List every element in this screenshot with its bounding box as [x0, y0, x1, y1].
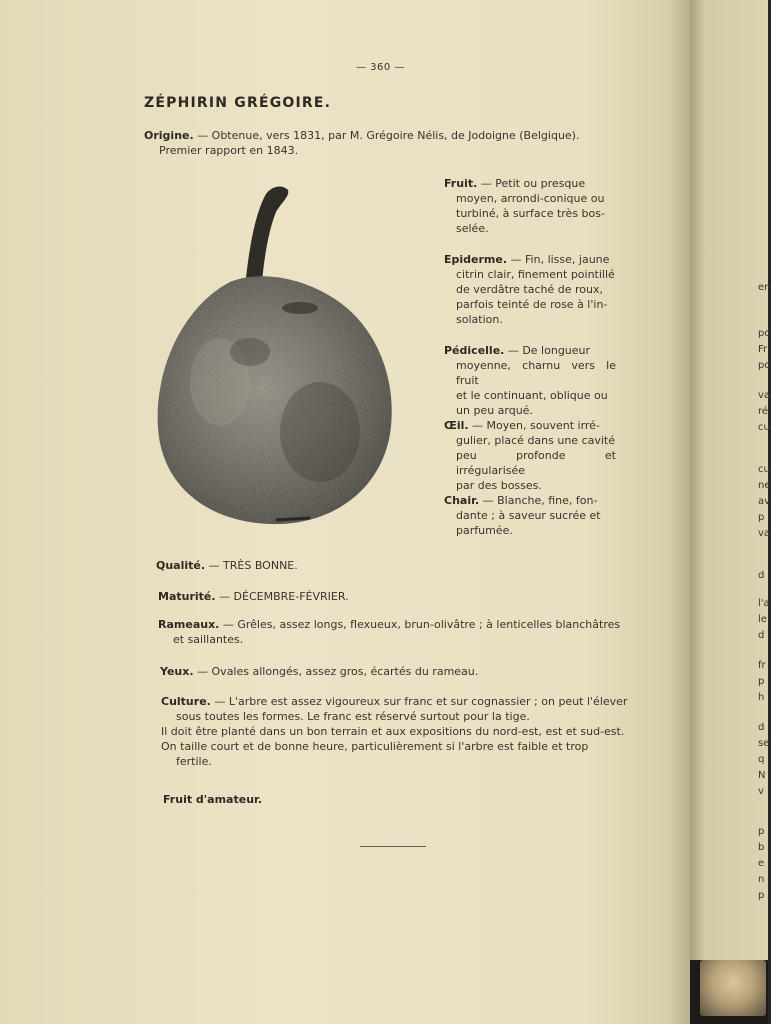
next-page-fragment: se	[758, 738, 770, 749]
next-page-fragment: p	[758, 826, 765, 837]
culture-label: Culture.	[161, 695, 211, 708]
corner-thumbnail	[700, 960, 766, 1016]
next-page-fragment: e	[758, 858, 765, 869]
next-page-fragment: n	[758, 874, 765, 885]
culture-line5: fertile.	[176, 755, 212, 768]
next-page-fragment: po	[758, 360, 771, 371]
oeil-line: peu profonde et irrégularisée	[456, 449, 616, 477]
pedicelle-line: — De longueur	[504, 344, 591, 357]
oeil-line: — Moyen, souvent irré-	[468, 419, 600, 432]
next-page-fragment: ne	[758, 480, 771, 491]
chair-description	[444, 493, 616, 538]
next-page-fragment: av	[758, 496, 771, 507]
next-page-fragment: p	[758, 676, 765, 687]
chair-line: — Blanche, fine, fon-	[479, 494, 598, 507]
next-page-edge	[690, 0, 771, 960]
next-page-fragment: cu	[758, 464, 770, 475]
next-page-fragment: N	[758, 770, 766, 781]
epiderme-line: solation.	[456, 313, 503, 326]
yeux-label: Yeux.	[160, 665, 194, 678]
pedicelle-line: et le continuant, oblique ou	[456, 389, 608, 402]
pedicelle-line: moyenne, charnu vers le fruit	[456, 359, 616, 387]
origine-line1: — Obtenue, vers 1831, par M. Grégoire Nélis, de Jodoigne (Belgique).	[193, 129, 580, 142]
epiderme-description	[444, 252, 616, 327]
next-page-fragment: Fr	[758, 344, 768, 355]
page-number: — 360 —	[356, 62, 405, 73]
qualite-label: Qualité.	[156, 559, 206, 572]
next-page-fragment: en	[758, 282, 771, 293]
rameaux-line1: — Grêles, assez longs, flexueux, brun-olivâtre ; à lenticelles blanchâtres	[219, 618, 621, 631]
fruit-amateur-note	[163, 792, 262, 807]
fruit-line: moyen, arrondi-conique ou	[456, 192, 605, 205]
chair-line: dante ; à saveur sucrée et	[456, 509, 601, 522]
fruit-line: — Petit ou presque	[477, 177, 586, 190]
maturite-label: Maturité.	[158, 590, 216, 603]
epiderme-line: parfois teinté de rose à l'in-	[456, 298, 608, 311]
closing-rule	[360, 846, 426, 847]
page-title: ZÉPHIRIN GRÉGOIRE.	[144, 95, 332, 111]
rameaux-label: Rameaux.	[158, 618, 220, 631]
next-page-fragment: fr	[758, 660, 766, 671]
fruit-label: Fruit.	[444, 177, 478, 190]
epiderme-line: — Fin, lisse, jaune	[507, 253, 610, 266]
fruit-description	[444, 176, 616, 236]
next-page-fragment: h	[758, 692, 765, 703]
oeil-line: par des bosses.	[456, 479, 542, 492]
next-page-fragment: cu	[758, 422, 770, 433]
next-page-fragment: v	[758, 786, 764, 797]
next-page-fragment: va	[758, 390, 771, 401]
next-page-fragment: d	[758, 722, 765, 733]
next-page-fragment: le	[758, 614, 767, 625]
next-page-fragment: b	[758, 842, 765, 853]
epiderme-label: Epiderme.	[444, 253, 508, 266]
oeil-description	[444, 418, 616, 493]
origine-label: Origine.	[144, 129, 194, 142]
qualite-text: — TRÈS BONNE.	[205, 559, 298, 572]
next-page-fragment: p	[758, 890, 765, 901]
culture-paragraph	[161, 694, 631, 769]
pedicelle-description	[444, 343, 616, 418]
epiderme-line: citrin clair, finement pointillé	[456, 268, 615, 281]
yeux-text: — Ovales allongés, assez gros, écartés du rameau.	[193, 665, 479, 678]
qualite-paragraph	[156, 558, 298, 573]
oeil-label: Œil.	[444, 419, 469, 432]
next-page-fragment: q	[758, 754, 765, 765]
pedicelle-line: un peu arqué.	[456, 404, 533, 417]
fruit-line: selée.	[456, 222, 489, 235]
chair-line: parfumée.	[456, 524, 513, 537]
rameaux-paragraph	[158, 617, 628, 647]
maturite-text: — DÉCEMBRE-FÉVRIER.	[215, 590, 349, 603]
fruit-amateur-text: Fruit d'amateur.	[163, 793, 263, 806]
yeux-paragraph	[160, 664, 478, 679]
next-page-fragment: d	[758, 570, 765, 581]
culture-line4: On taille court et de bonne heure, particulièrement si l'arbre est faible et trop	[161, 740, 589, 753]
next-page-fragment: po	[758, 328, 771, 339]
rameaux-line2: et saillantes.	[173, 633, 244, 646]
next-page-fragment: p	[758, 512, 765, 523]
pedicelle-label: Pédicelle.	[444, 344, 505, 357]
next-page-fragment: l'a	[758, 598, 770, 609]
fruit-line: turbiné, à surface très bos-	[456, 207, 605, 220]
pear-illustration	[150, 182, 402, 530]
chair-label: Chair.	[444, 494, 480, 507]
origine-paragraph	[144, 128, 624, 158]
culture-line1: — L'arbre est assez vigoureux sur franc et sur cognassier ; on peut l'élever	[210, 695, 628, 708]
next-page-fragment: va	[758, 528, 771, 539]
culture-line3: Il doit être planté dans un bon terrain et aux expositions du nord-est, est et sud-est.	[161, 725, 625, 738]
culture-line2: sous toutes les formes. Le franc est réservé surtout pour la tige.	[176, 710, 530, 723]
oeil-line: gulier, placé dans une cavité	[456, 434, 616, 447]
next-page-fragment: ré	[758, 406, 769, 417]
epiderme-line: de verdâtre taché de roux,	[456, 283, 604, 296]
maturite-paragraph	[158, 589, 349, 604]
origine-line2: Premier rapport en 1843.	[159, 144, 299, 157]
next-page-fragment: d	[758, 630, 765, 641]
